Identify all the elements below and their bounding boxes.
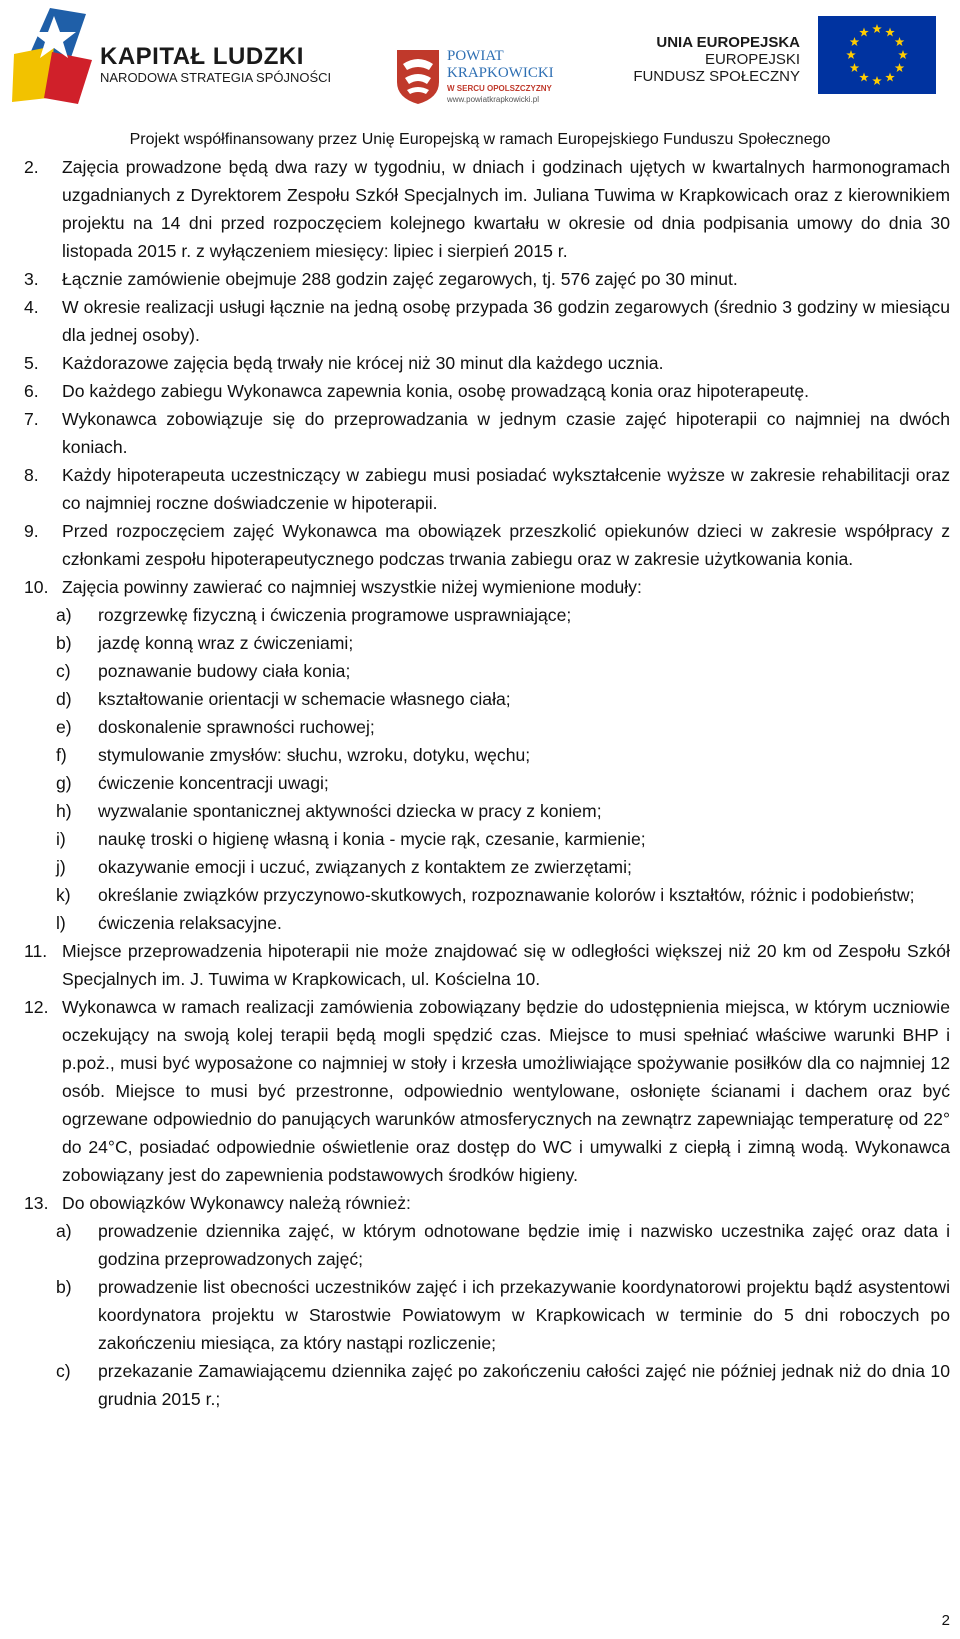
list-item-number: d) [56,689,72,709]
list-subitem [24,1273,950,1357]
list-item [24,517,950,573]
list-item-number: b) [56,633,72,653]
list-item-text: Do każdego zabiegu Wykonawca zapewnia konia, osobę prowadzącą konia oraz hipoterapeutę. [62,381,810,401]
list-subitem [24,853,950,881]
list-item-number: 12. [24,997,49,1017]
list-item-number: 5. [24,353,39,373]
list-item-number: k) [56,885,71,905]
powiat-website: www.powiatkrapkowicki.pl [447,95,540,104]
list-item-text: określanie związków przyczynowo-skutkowych, rozpoznawanie kolorów i kształtów, różnic i podobieństw; [98,885,915,905]
list-item-number: e) [56,717,72,737]
list-item-number: 7. [24,409,39,429]
document-body [24,153,950,1413]
list-item-text: Miejsce przeprowadzenia hipoterapii nie może znajdować się w odległości większej niż 20 km od Zespołu Szkół Specjalnych im. J. Tuwima w Krapkowicach, ul. Kościelna 10. [62,941,950,989]
list-item-number: f) [56,745,67,765]
numbered-list-continued [24,937,950,1217]
list-item-text: Każdorazowe zajęcia będą trwały nie krócej niż 30 minut dla każdego ucznia. [62,353,664,373]
list-subitem [24,629,950,657]
list-item [24,377,950,405]
list-item-number: 9. [24,521,39,541]
powiat-line-1: POWIAT [447,48,504,64]
list-item-number: j) [56,857,66,877]
list-item-number: 11. [24,941,48,961]
list-subitem [24,769,950,797]
eu-line-3: FUNDUSZ SPOŁECZNY [633,68,800,85]
list-item-text: naukę troski o higienę własną i konia - mycie rąk, czesanie, karmienie; [98,829,646,849]
list-item-text: kształtowanie orientacji w schemacie własnego ciała; [98,689,511,709]
list-item-text: ćwiczenia relaksacyjne. [98,913,282,933]
list-item-text: jazdę konną wraz z ćwiczeniami; [98,633,354,653]
list-item-number: 4. [24,297,39,317]
eu-line-1: UNIA EUROPEJSKA [656,34,800,51]
list-item-text: Wykonawca zobowiązuje się do przeprowadzania w jednym czasie zajęć hipoterapii co najmniej na dwóch koniach. [62,409,950,457]
numbered-list [24,153,950,601]
list-item-text: W okresie realizacji usługi łącznie na jedną osobę przypada 36 godzin zegarowych (średnio 3 godziny w miesiącu dla jednej osoby). [62,297,950,345]
list-subitem [24,909,950,937]
list-item-number: b) [56,1277,72,1297]
document-header [0,0,960,150]
list-item-number: 13. [24,1193,49,1213]
list-item-number: 6. [24,381,39,401]
list-item-number: 2. [24,157,39,177]
powiat-tagline: W SERCU OPOLSZCZYZNY [447,84,552,93]
list-item-text: Każdy hipoterapeuta uczestniczący w zabiegu musi posiadać wykształcenie wyższe w zakresie rehabilitacji oraz co najmniej roczne doświadczenie w hipoterapii. [62,465,950,513]
list-item-text: przekazanie Zamawiającemu dziennika zajęć po zakończeniu całości zajęć nie później jednak niż do dnia 10 grudnia 2015 r.; [98,1361,950,1409]
list-item [24,265,950,293]
list-item-number: g) [56,773,72,793]
project-cofinancing-note: Projekt współfinansowany przez Unię Europejską w ramach Europejskiego Funduszu Społecznego [129,131,831,148]
modules-list [24,601,950,937]
list-subitem [24,881,950,909]
list-item-text: wyzwalanie spontanicznej aktywności dziecka w pracy z koniem; [98,801,602,821]
list-item-text: okazywanie emocji i uczuć, związanych z kontaktem ze zwierzętami; [98,857,632,877]
list-item [24,293,950,349]
list-item [24,573,950,601]
list-item-text: Wykonawca w ramach realizacji zamówienia zobowiązany będzie do udostępnienia miejsca, w którym uczniowie oczekujący na swoją kolej terapii będą mogli spędzić czas. Miejsce to musi spełniać właściwe warunki BHP i p.poż., musi być wyposażone co najmniej w stoły i krzesła umożliwiające spożywanie posiłków dla co najmniej 12 osób. Miejsce to musi być przestronne, odpowiednio wentylowane, osłonięte ścianami i dachem oraz być ogrzewane odpowiednio do panujących warunków atmosferycznych na zewnątrz zapewniając temperaturę od 22° do 24°C, posiadać odpowiednie oświetlenie oraz dostęp do WC i umywalki z ciepłą i zimną wodą. Wykonawca zobowiązany jest do zapewnienia podstawowych środków higieny. [62,997,950,1185]
kapital-ludzki-subtitle: NARODOWA STRATEGIA SPÓJNOŚCI [100,70,332,85]
list-item-number: c) [56,1361,71,1381]
list-item-text: ćwiczenie koncentracji uwagi; [98,773,329,793]
powiat-krapkowicki-logo [395,48,575,108]
list-item-number: a) [56,605,72,625]
eu-flag-icon [818,16,936,94]
list-item-number: 3. [24,269,39,289]
list-subitem [24,1217,950,1273]
list-item-text: rozgrzewkę fizyczną i ćwiczenia programowe usprawniające; [98,605,572,625]
list-item-text: stymulowanie zmysłów: słuchu, wzroku, dotyku, węchu; [98,745,531,765]
list-item [24,461,950,517]
list-item-number: 8. [24,465,39,485]
list-item-text: Zajęcia powinny zawierać co najmniej wszystkie niżej wymienione moduły: [62,577,642,597]
list-item [24,1189,950,1217]
list-item-text: prowadzenie dziennika zajęć, w którym odnotowane będzie imię i nazwisko uczestnika zajęć oraz data i godzina przeprowadzonych zajęć; [98,1221,950,1269]
list-subitem [24,657,950,685]
list-item-text: Łącznie zamówienie obejmuje 288 godzin zajęć zegarowych, tj. 576 zajęć po 30 minut. [62,269,738,289]
powiat-line-2: KRAPKOWICKI [447,65,554,81]
page-number: 2 [941,1612,950,1629]
list-item-text: Przed rozpoczęciem zajęć Wykonawca ma obowiązek przeszkolić opiekunów dzieci w zakresie współpracy z członkami zespołu hipoterapeutycznego podczas trwania zabiegu oraz w zakresie użytkowania konia. [62,521,950,569]
list-item-text: prowadzenie list obecności uczestników zajęć i ich przekazywanie koordynatorowi projektu bądź asystentowi koordynatora projektu w Starostwie Powiatowym w Krapkowicach w terminie do 5 dni roboczych po zakończeniu miesiąca, za który nastąpi rozliczenie; [98,1277,950,1353]
list-subitem [24,741,950,769]
list-subitem [24,797,950,825]
eu-logo [600,16,950,96]
list-item-text: poznawanie budowy ciała konia; [98,661,351,681]
kapital-ludzki-logo [8,6,348,106]
powiat-crest-icon [395,48,441,106]
kapital-ludzki-emblem-icon [8,6,98,106]
list-subitem [24,601,950,629]
list-subitem [24,825,950,853]
list-item-number: l) [56,913,66,933]
list-item-text: Zajęcia prowadzone będą dwa razy w tygodniu, w dniach i godzinach ujętych w kwartalnych harmonogramach uzgadnianych z Dyrektorem Zespołu Szkół Specjalnych im. Juliana Tuwima w Krapkowicach oraz z kierownikiem projektu na 14 dni przed rozpoczęciem kolejnego kwartału w okresie od dnia podpisania umowy do dnia 30 listopada 2015 r. z wyłączeniem miesięcy: lipiec i sierpień 2015 r. [62,157,950,261]
list-item-number: i) [56,829,66,849]
list-item-text: Do obowiązków Wykonawcy należą również: [62,1193,411,1213]
list-subitem [24,685,950,713]
list-item [24,993,950,1189]
eu-line-2: EUROPEJSKI [704,51,800,68]
list-item [24,937,950,993]
kapital-ludzki-title: KAPITAŁ LUDZKI [100,43,304,70]
list-item [24,153,950,265]
list-subitem [24,713,950,741]
list-subitem [24,1357,950,1413]
duties-list [24,1217,950,1413]
list-item-number: h) [56,801,72,821]
list-item-number: c) [56,661,71,681]
list-item [24,349,950,377]
list-item-text: doskonalenie sprawności ruchowej; [98,717,375,737]
list-item [24,405,950,461]
list-item-number: 10. [24,577,49,597]
list-item-number: a) [56,1221,72,1241]
